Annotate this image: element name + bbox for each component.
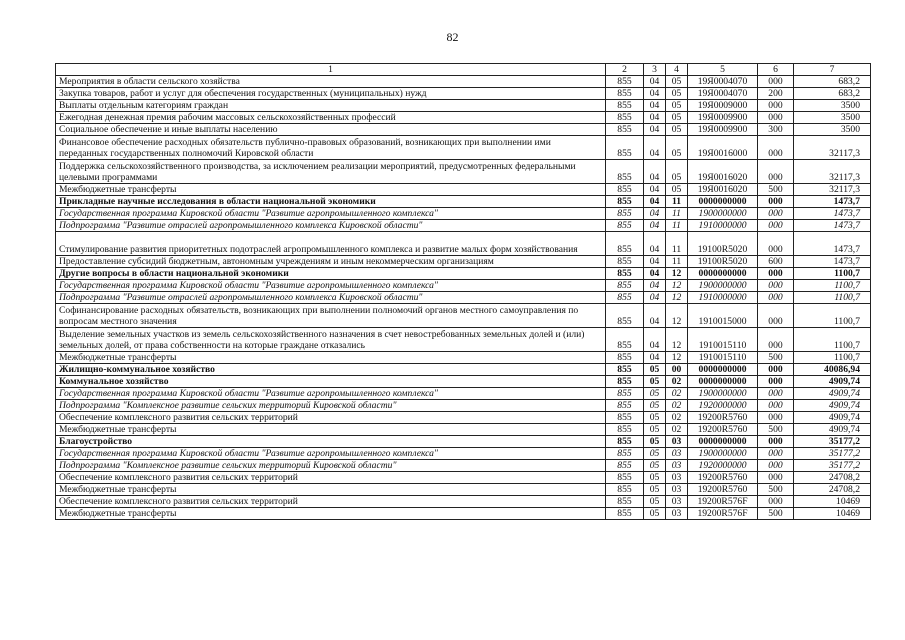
row-section-cell: 05	[644, 376, 666, 388]
row-name-cell: Мероприятия в области сельского хозяйства	[56, 76, 606, 88]
row-name-cell: Межбюджетные трансферты	[56, 508, 606, 520]
row-target-article-cell: 19Я0009900	[688, 124, 758, 136]
header-col-4: 4	[666, 64, 688, 76]
row-amount-cell: 10469	[794, 496, 871, 508]
row-name-cell: Межбюджетные трансферты	[56, 352, 606, 364]
table-row	[56, 100, 871, 112]
row-section-cell: 04	[644, 256, 666, 268]
row-grbs-cell: 855	[606, 460, 644, 472]
row-target-article-cell: 1910015110	[688, 328, 758, 352]
table-row	[56, 400, 871, 412]
table-row	[56, 412, 871, 424]
table-row	[56, 364, 871, 376]
row-section-cell: 05	[644, 436, 666, 448]
row-name-cell: Межбюджетные трансферты	[56, 484, 606, 496]
row-section-cell: 05	[644, 484, 666, 496]
row-section-cell: 04	[644, 208, 666, 220]
row-amount-cell: 1100,7	[794, 352, 871, 364]
table-row	[56, 268, 871, 280]
row-expense-type-cell: 000	[758, 496, 794, 508]
row-section-cell: 04	[644, 160, 666, 184]
row-name-cell: Софинансирование расходных обязательств, возникающих при выполнении полномочий органов местного самоуправления по вопросам местного значения	[56, 304, 606, 328]
row-amount-cell: 32117,3	[794, 160, 871, 184]
row-name-cell: Финансовое обеспечение расходных обязательств публично-правовых образований, возникающих при выполнении ими переданных государственных полномочий Кировской области	[56, 136, 606, 160]
row-grbs-cell: 855	[606, 160, 644, 184]
row-name-cell: Выделение земельных участков из земель сельскохозяйственного назначения в счет невостребованных земельных долей и (или) земельных долей, от права собственности на которые граждане отказались	[56, 328, 606, 352]
row-expense-type-cell: 000	[758, 136, 794, 160]
table-row	[56, 196, 871, 208]
table-row	[56, 88, 871, 100]
row-section-cell: 05	[644, 364, 666, 376]
row-grbs-cell: 855	[606, 388, 644, 400]
table-body	[56, 76, 871, 520]
row-section-cell: 04	[644, 112, 666, 124]
row-amount-cell: 1473,7	[794, 256, 871, 268]
table-row	[56, 436, 871, 448]
row-target-article-cell: 1900000000	[688, 208, 758, 220]
row-amount-cell: 4909,74	[794, 412, 871, 424]
row-subsection-cell: 12	[666, 328, 688, 352]
row-amount-cell: 4909,74	[794, 424, 871, 436]
row-subsection-cell: 11	[666, 220, 688, 232]
row-subsection-cell: 12	[666, 292, 688, 304]
row-grbs-cell: 855	[606, 376, 644, 388]
row-amount-cell: 24708,2	[794, 472, 871, 484]
row-grbs-cell: 855	[606, 484, 644, 496]
row-section-cell: 05	[644, 508, 666, 520]
row-expense-type-cell: 000	[758, 292, 794, 304]
row-expense-type-cell: 000	[758, 208, 794, 220]
row-section-cell: 04	[644, 304, 666, 328]
row-grbs-cell: 855	[606, 196, 644, 208]
row-section-cell: 04	[644, 268, 666, 280]
row-section-cell: 04	[644, 136, 666, 160]
row-grbs-cell: 855	[606, 268, 644, 280]
row-grbs-cell: 855	[606, 124, 644, 136]
row-subsection-cell: 02	[666, 424, 688, 436]
row-target-article-cell: 1910015110	[688, 352, 758, 364]
row-name-cell: Жилищно-коммунальное хозяйство	[56, 364, 606, 376]
table-row	[56, 232, 871, 256]
row-name-cell: Государственная программа Кировской области "Развитие агропромышленного комплекса"	[56, 448, 606, 460]
row-expense-type-cell: 000	[758, 112, 794, 124]
row-target-article-cell: 19Я0004070	[688, 88, 758, 100]
row-amount-cell: 4909,74	[794, 388, 871, 400]
row-subsection-cell: 11	[666, 232, 688, 256]
row-subsection-cell: 05	[666, 112, 688, 124]
row-grbs-cell: 855	[606, 112, 644, 124]
row-name-cell: Обеспечение комплексного развития сельских территорий	[56, 472, 606, 484]
row-name-cell: Стимулирование развития приоритетных подотраслей агропромышленного комплекса и развитие малых форм хозяйствования	[56, 232, 606, 256]
row-name-cell: Прикладные научные исследования в области национальной экономики	[56, 196, 606, 208]
table-row	[56, 484, 871, 496]
row-subsection-cell: 05	[666, 76, 688, 88]
row-expense-type-cell: 600	[758, 256, 794, 268]
row-grbs-cell: 855	[606, 436, 644, 448]
table-row	[56, 376, 871, 388]
table-row	[56, 328, 871, 352]
row-section-cell: 04	[644, 88, 666, 100]
row-grbs-cell: 855	[606, 400, 644, 412]
row-subsection-cell: 12	[666, 352, 688, 364]
row-amount-cell: 35177,2	[794, 436, 871, 448]
table-row	[56, 460, 871, 472]
row-target-article-cell: 0000000000	[688, 364, 758, 376]
header-col-6: 6	[758, 64, 794, 76]
row-expense-type-cell: 000	[758, 232, 794, 256]
row-expense-type-cell: 500	[758, 508, 794, 520]
row-expense-type-cell: 000	[758, 280, 794, 292]
table-row	[56, 76, 871, 88]
row-name-cell: Обеспечение комплексного развития сельских территорий	[56, 412, 606, 424]
row-target-article-cell: 19200R576F	[688, 496, 758, 508]
row-section-cell: 05	[644, 388, 666, 400]
row-name-cell: Подпрограмма "Комплексное развитие сельских территорий Кировской области"	[56, 460, 606, 472]
row-amount-cell: 1100,7	[794, 328, 871, 352]
row-target-article-cell: 19200R5760	[688, 472, 758, 484]
row-section-cell: 04	[644, 328, 666, 352]
row-subsection-cell: 05	[666, 184, 688, 196]
table-row	[56, 136, 871, 160]
row-expense-type-cell: 000	[758, 304, 794, 328]
row-expense-type-cell: 000	[758, 400, 794, 412]
row-expense-type-cell: 500	[758, 484, 794, 496]
row-amount-cell: 4909,74	[794, 376, 871, 388]
row-name-cell: Государственная программа Кировской области "Развитие агропромышленного комплекса"	[56, 388, 606, 400]
row-expense-type-cell: 500	[758, 352, 794, 364]
table-row	[56, 388, 871, 400]
row-grbs-cell: 855	[606, 232, 644, 256]
row-grbs-cell: 855	[606, 496, 644, 508]
table-row	[56, 112, 871, 124]
row-section-cell: 04	[644, 184, 666, 196]
row-grbs-cell: 855	[606, 88, 644, 100]
row-subsection-cell: 03	[666, 460, 688, 472]
row-grbs-cell: 855	[606, 364, 644, 376]
row-section-cell: 05	[644, 460, 666, 472]
row-target-article-cell: 1900000000	[688, 280, 758, 292]
row-name-cell: Межбюджетные трансферты	[56, 184, 606, 196]
row-section-cell: 04	[644, 220, 666, 232]
row-name-cell: Подпрограмма "Комплексное развитие сельских территорий Кировской области"	[56, 400, 606, 412]
row-target-article-cell: 19200R576F	[688, 508, 758, 520]
row-grbs-cell: 855	[606, 304, 644, 328]
row-target-article-cell: 19200R5760	[688, 424, 758, 436]
row-amount-cell: 10469	[794, 508, 871, 520]
row-amount-cell: 32117,3	[794, 184, 871, 196]
row-subsection-cell: 11	[666, 196, 688, 208]
row-target-article-cell: 0000000000	[688, 376, 758, 388]
row-target-article-cell: 1900000000	[688, 388, 758, 400]
row-grbs-cell: 855	[606, 184, 644, 196]
row-target-article-cell: 19Я0009900	[688, 112, 758, 124]
row-name-cell: Другие вопросы в области национальной экономики	[56, 268, 606, 280]
row-expense-type-cell: 200	[758, 88, 794, 100]
row-subsection-cell: 03	[666, 472, 688, 484]
row-target-article-cell: 19100R5020	[688, 256, 758, 268]
row-name-cell: Поддержка сельскохозяйственного производства, за исключением реализации мероприятий, предусмотренных федеральными целевыми программами	[56, 160, 606, 184]
row-grbs-cell: 855	[606, 76, 644, 88]
row-amount-cell: 1100,7	[794, 268, 871, 280]
row-amount-cell: 683,2	[794, 76, 871, 88]
row-target-article-cell: 0000000000	[688, 268, 758, 280]
row-expense-type-cell: 000	[758, 460, 794, 472]
row-target-article-cell: 1910000000	[688, 220, 758, 232]
row-target-article-cell: 1920000000	[688, 460, 758, 472]
header-col-5: 5	[688, 64, 758, 76]
row-expense-type-cell: 000	[758, 328, 794, 352]
table-row	[56, 160, 871, 184]
row-name-cell: Ежегодная денежная премия рабочим массовых сельскохозяйственных профессий	[56, 112, 606, 124]
row-target-article-cell: 19100R5020	[688, 232, 758, 256]
row-section-cell: 05	[644, 424, 666, 436]
row-amount-cell: 3500	[794, 112, 871, 124]
row-subsection-cell: 05	[666, 160, 688, 184]
row-grbs-cell: 855	[606, 508, 644, 520]
row-subsection-cell: 00	[666, 364, 688, 376]
row-target-article-cell: 19200R5760	[688, 484, 758, 496]
page-number: 82	[446, 30, 459, 44]
row-grbs-cell: 855	[606, 448, 644, 460]
row-subsection-cell: 12	[666, 268, 688, 280]
table-row	[56, 280, 871, 292]
row-subsection-cell: 03	[666, 484, 688, 496]
row-target-article-cell: 1900000000	[688, 448, 758, 460]
row-name-cell: Государственная программа Кировской области "Развитие агропромышленного комплекса"	[56, 280, 606, 292]
row-section-cell: 04	[644, 280, 666, 292]
header-col-2: 2	[606, 64, 644, 76]
row-expense-type-cell: 000	[758, 376, 794, 388]
row-name-cell: Межбюджетные трансферты	[56, 424, 606, 436]
row-grbs-cell: 855	[606, 292, 644, 304]
row-expense-type-cell: 000	[758, 436, 794, 448]
row-name-cell: Предоставление субсидий бюджетным, автономным учреждениям и иным некоммерческим организациям	[56, 256, 606, 268]
row-target-article-cell: 1910015000	[688, 304, 758, 328]
row-amount-cell: 1473,7	[794, 196, 871, 208]
row-subsection-cell: 02	[666, 412, 688, 424]
row-amount-cell: 4909,74	[794, 400, 871, 412]
row-grbs-cell: 855	[606, 280, 644, 292]
row-amount-cell: 1473,7	[794, 208, 871, 220]
row-grbs-cell: 855	[606, 220, 644, 232]
row-expense-type-cell: 000	[758, 100, 794, 112]
row-subsection-cell: 05	[666, 124, 688, 136]
row-section-cell: 05	[644, 496, 666, 508]
row-section-cell: 05	[644, 400, 666, 412]
row-amount-cell: 40086,94	[794, 364, 871, 376]
row-subsection-cell: 05	[666, 100, 688, 112]
table-row	[56, 304, 871, 328]
row-grbs-cell: 855	[606, 424, 644, 436]
table-row	[56, 208, 871, 220]
row-amount-cell: 1473,7	[794, 220, 871, 232]
header-row	[56, 64, 871, 76]
row-subsection-cell: 03	[666, 448, 688, 460]
row-name-cell: Благоустройство	[56, 436, 606, 448]
row-name-cell: Выплаты отдельным категориям граждан	[56, 100, 606, 112]
row-name-cell: Подпрограмма "Развитие отраслей агропромышленного комплекса Кировской области"	[56, 292, 606, 304]
row-expense-type-cell: 000	[758, 268, 794, 280]
row-subsection-cell: 03	[666, 436, 688, 448]
row-amount-cell: 35177,2	[794, 460, 871, 472]
header-col-1: 1	[56, 64, 606, 76]
row-subsection-cell: 11	[666, 208, 688, 220]
row-amount-cell: 1473,7	[794, 232, 871, 256]
row-grbs-cell: 855	[606, 256, 644, 268]
row-amount-cell: 1100,7	[794, 304, 871, 328]
row-name-cell: Государственная программа Кировской области "Развитие агропромышленного комплекса"	[56, 208, 606, 220]
row-target-article-cell: 19Я0016020	[688, 160, 758, 184]
row-grbs-cell: 855	[606, 412, 644, 424]
row-subsection-cell: 02	[666, 400, 688, 412]
row-expense-type-cell: 000	[758, 160, 794, 184]
row-target-article-cell: 19Я0009000	[688, 100, 758, 112]
row-name-cell: Коммунальное хозяйство	[56, 376, 606, 388]
row-expense-type-cell: 000	[758, 412, 794, 424]
header-col-7: 7	[794, 64, 871, 76]
row-section-cell: 05	[644, 472, 666, 484]
row-grbs-cell: 855	[606, 472, 644, 484]
table-row	[56, 220, 871, 232]
row-target-article-cell: 19Я0016000	[688, 136, 758, 160]
row-expense-type-cell: 500	[758, 424, 794, 436]
row-target-article-cell: 19Я0016020	[688, 184, 758, 196]
row-target-article-cell: 19Я0004070	[688, 76, 758, 88]
row-amount-cell: 1100,7	[794, 280, 871, 292]
row-subsection-cell: 05	[666, 136, 688, 160]
header-col-3: 3	[644, 64, 666, 76]
table-row	[56, 124, 871, 136]
row-section-cell: 04	[644, 232, 666, 256]
row-section-cell: 04	[644, 352, 666, 364]
row-section-cell: 04	[644, 292, 666, 304]
row-subsection-cell: 05	[666, 88, 688, 100]
row-expense-type-cell: 500	[758, 184, 794, 196]
row-expense-type-cell: 000	[758, 388, 794, 400]
budget-table	[55, 63, 871, 520]
row-amount-cell: 683,2	[794, 88, 871, 100]
row-name-cell: Обеспечение комплексного развития сельских территорий	[56, 496, 606, 508]
table-row	[56, 256, 871, 268]
table-row	[56, 292, 871, 304]
row-amount-cell: 35177,2	[794, 448, 871, 460]
row-amount-cell: 24708,2	[794, 484, 871, 496]
row-subsection-cell: 02	[666, 376, 688, 388]
row-subsection-cell: 03	[666, 508, 688, 520]
row-expense-type-cell: 000	[758, 472, 794, 484]
row-section-cell: 04	[644, 100, 666, 112]
row-grbs-cell: 855	[606, 328, 644, 352]
row-grbs-cell: 855	[606, 352, 644, 364]
row-target-article-cell: 19200R5760	[688, 412, 758, 424]
row-subsection-cell: 12	[666, 280, 688, 292]
row-expense-type-cell: 000	[758, 196, 794, 208]
row-section-cell: 05	[644, 412, 666, 424]
row-grbs-cell: 855	[606, 208, 644, 220]
table-row	[56, 496, 871, 508]
table-row	[56, 352, 871, 364]
row-expense-type-cell: 000	[758, 220, 794, 232]
table-row	[56, 184, 871, 196]
row-section-cell: 04	[644, 196, 666, 208]
row-name-cell: Закупка товаров, работ и услуг для обеспечения государственных (муниципальных) нужд	[56, 88, 606, 100]
row-section-cell: 04	[644, 76, 666, 88]
row-target-article-cell: 1920000000	[688, 400, 758, 412]
table-row	[56, 508, 871, 520]
table-row	[56, 472, 871, 484]
row-name-cell: Подпрограмма "Развитие отраслей агропромышленного комплекса Кировской области"	[56, 220, 606, 232]
row-amount-cell: 3500	[794, 124, 871, 136]
row-expense-type-cell: 000	[758, 76, 794, 88]
row-target-article-cell: 0000000000	[688, 436, 758, 448]
row-target-article-cell: 0000000000	[688, 196, 758, 208]
row-subsection-cell: 11	[666, 256, 688, 268]
row-grbs-cell: 855	[606, 136, 644, 160]
row-subsection-cell: 03	[666, 496, 688, 508]
row-subsection-cell: 12	[666, 304, 688, 328]
row-expense-type-cell: 000	[758, 448, 794, 460]
table-row	[56, 448, 871, 460]
row-subsection-cell: 02	[666, 388, 688, 400]
row-amount-cell: 32117,3	[794, 136, 871, 160]
row-target-article-cell: 1910000000	[688, 292, 758, 304]
row-amount-cell: 1100,7	[794, 292, 871, 304]
row-expense-type-cell: 000	[758, 364, 794, 376]
row-section-cell: 04	[644, 124, 666, 136]
table-row	[56, 424, 871, 436]
row-name-cell: Социальное обеспечение и иные выплаты населению	[56, 124, 606, 136]
row-grbs-cell: 855	[606, 100, 644, 112]
row-amount-cell: 3500	[794, 100, 871, 112]
row-section-cell: 05	[644, 448, 666, 460]
row-expense-type-cell: 300	[758, 124, 794, 136]
